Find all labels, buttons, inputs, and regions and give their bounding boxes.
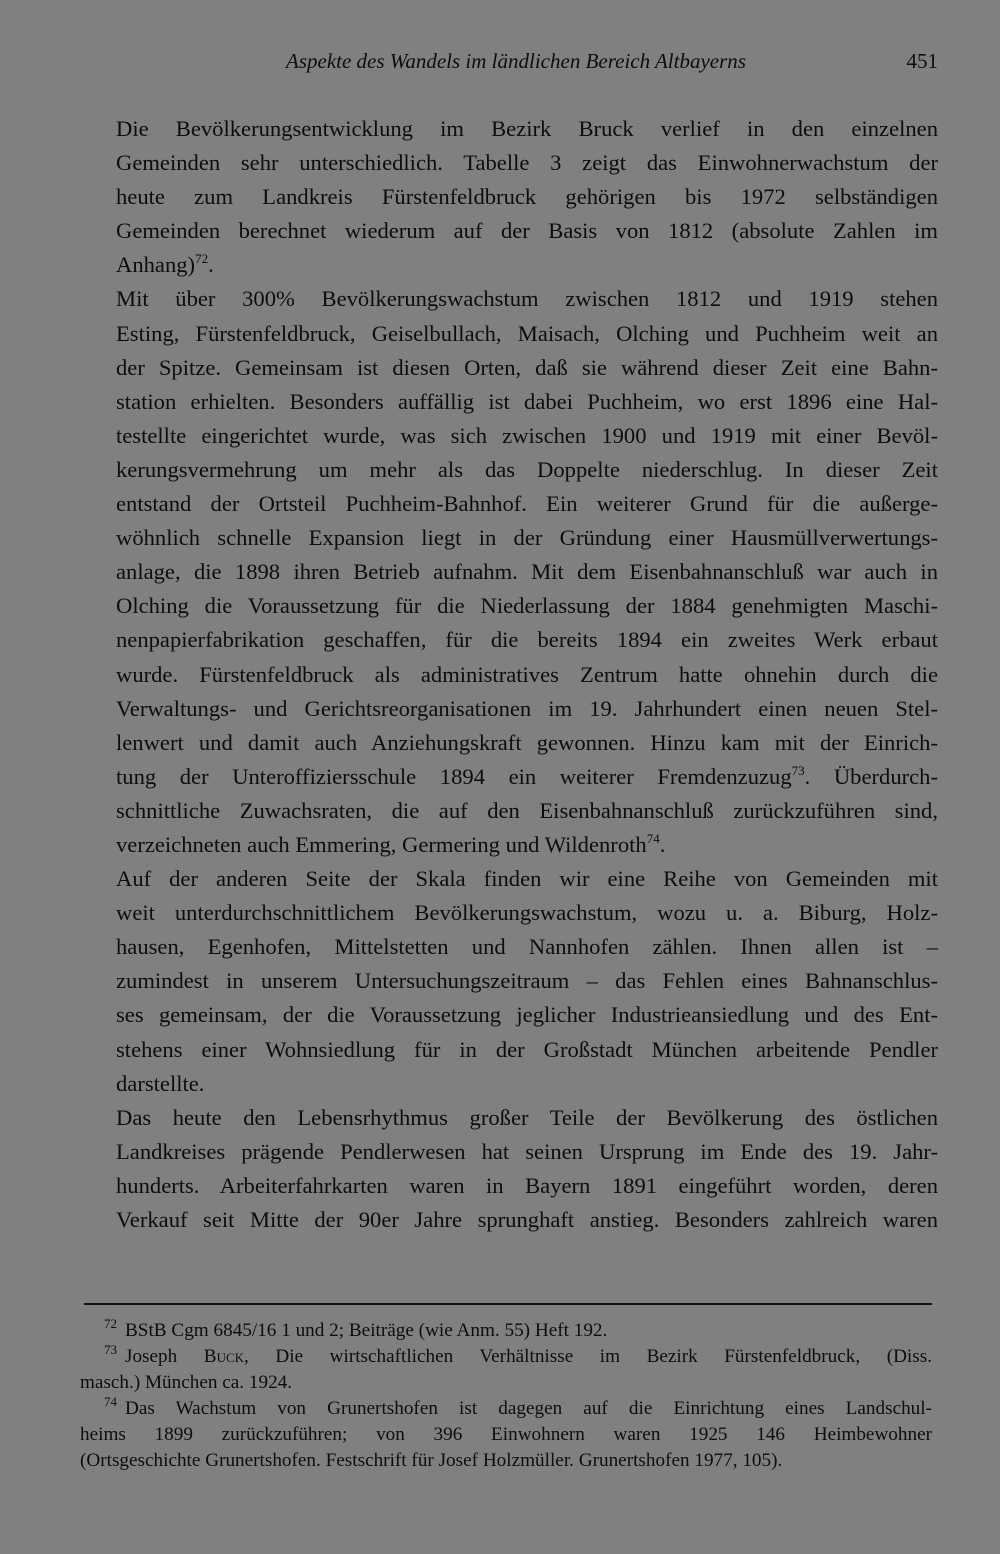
text-fragment: . [208, 252, 214, 278]
paragraph [88, 862, 938, 1101]
footnote-ref: 74 [646, 830, 660, 846]
text-fragment: . Überdurch- [804, 763, 938, 789]
footnotes [80, 1318, 932, 1474]
text-line: zumindest in unserem Untersuchungszeitraum – das Fehlen eines Bahnanschlus- [116, 968, 938, 994]
text-line: Landkreises prägende Pendlerwesen hat seinen Ursprung im Ende des 19. Jahr- [116, 1138, 938, 1164]
footnote-line [80, 1344, 932, 1370]
text-line: hunderts. Arbeiterfahrkarten waren in Bayern 1891 eingeführt worden, deren [116, 1172, 938, 1198]
text-line: station erhielten. Besonders auffällig ist dabei Puchheim, wo erst 1896 eine Hal- [116, 388, 938, 414]
text-line: schnittliche Zuwachsraten, die auf den Eisenbahnanschluß zurückzuführen sind, [116, 797, 938, 823]
text-line: wurde. Fürstenfeldbruck als administratives Zentrum hatte ohnehin durch die [116, 661, 938, 687]
footnote [80, 1344, 932, 1396]
paragraph [88, 1101, 938, 1237]
text-fragment: Joseph [125, 1346, 204, 1367]
text-line [88, 760, 938, 794]
text-line: kerungsvermehrung um mehr als das Doppelte niederschlug. In dieser Zeit [116, 456, 938, 482]
footnote-number: 72 [104, 1316, 117, 1331]
text-line: Gemeinden berechnet wiederum auf der Basis von 1812 (absolute Zahlen im [116, 218, 938, 244]
text-fragment: Das Wachstum von Grunertshofen ist dagegen auf die Einrichtung eines Landschul- [125, 1398, 932, 1419]
text-fragment: . [659, 831, 666, 857]
text-line: Verkauf seit Mitte der 90er Jahre sprunghaft anstieg. Besonders zahlreich waren [116, 1207, 938, 1232]
footnote-line: (Ortsgeschichte Grunertshofen. Festschrift für Josef Holzmüller. Grunertshofen 1977, 105). [80, 1450, 783, 1471]
text-line: ses gemeinsam, der die Voraussetzung jeglicher Industrieansiedlung und des Ent- [116, 1002, 938, 1028]
text-line: heute zum Landkreis Fürstenfeldbruck gehörigen bis 1972 selbständigen [116, 184, 938, 210]
footnote-ref: 72 [195, 251, 209, 267]
footnote-line [80, 1318, 932, 1344]
text-fragment: tung der Unteroffiziersschule 1894 ein weiterer Fremdenzuzug [116, 763, 792, 789]
running-title: Aspekte des Wandels im ländlichen Bereich Altbayerns [286, 49, 746, 73]
text-line: weit unterdurchschnittlichem Bevölkerungswachstum, wozu u. a. Biburg, Holz- [116, 900, 938, 926]
text-line: Mit über 300% Bevölkerungswachstum zwischen 1812 und 1919 stehen [116, 286, 938, 312]
text-line: Auf der anderen Seite der Skala finden wir eine Reihe von Gemeinden mit [116, 866, 938, 892]
paragraph [88, 282, 938, 862]
text-line: lenwert und damit auch Anziehungskraft gewonnen. Hinzu kam mit der Einrich- [116, 729, 938, 755]
page-number: 451 [906, 49, 938, 73]
text-fragment: verzeichneten auch Emmering, Germering und Wildenroth [116, 831, 647, 857]
footnote-line [80, 1396, 932, 1422]
footnote [80, 1396, 932, 1474]
text-line: Das heute den Lebensrhythmus großer Teile der Bevölkerung des östlichen [116, 1104, 938, 1130]
text-line: anlage, die 1898 ihren Betrieb aufnahm. Mit dem Eisenbahnanschluß war auch in [116, 559, 938, 585]
text-line: testellte eingerichtet wurde, was sich zwischen 1900 und 1919 mit einer Bevöl- [116, 422, 938, 448]
text-line: Die Bevölkerungsentwicklung im Bezirk Bruck verlief in den einzelnen [116, 116, 938, 141]
footnote-ref: 73 [791, 762, 805, 778]
paragraph [88, 112, 938, 282]
footnote-number: 74 [104, 1394, 117, 1409]
footnote-line: heims 1899 zurückzuführen; von 396 Einwohnern waren 1925 146 Heimbewohner [80, 1424, 932, 1445]
text-line: wöhnlich schnelle Expansion liegt in der Gründung einer Hausmüllverwertungs- [116, 525, 938, 551]
text-line: nenpapierfabrikation geschaffen, für die bereits 1894 ein zweites Werk erbaut [116, 627, 938, 653]
text-fragment: BStB Cgm 6845/16 1 und 2; Beiträge (wie Anm. 55) Heft 192. [125, 1320, 608, 1341]
footnote [80, 1318, 932, 1344]
text-line: der Spitze. Gemeinsam ist diesen Orten, daß sie während dieser Zeit eine Bahn- [116, 354, 938, 380]
text-line: darstellte. [116, 1070, 205, 1096]
text-line [88, 828, 938, 862]
footnote-number: 73 [104, 1342, 117, 1357]
text-line: Gemeinden sehr unterschiedlich. Tabelle 3 zeigt das Einwohnerwachstum der [116, 150, 938, 176]
text-line: Olching die Voraussetzung für die Niederlassung der 1884 genehmigten Maschi- [116, 593, 938, 619]
text-fragment: Anhang) [116, 252, 196, 278]
text-line: stehens einer Wohnsiedlung für in der Großstadt München arbeitende Pendler [116, 1036, 938, 1062]
footnote-line: masch.) München ca. 1924. [80, 1372, 293, 1393]
text-line: Esting, Fürstenfeldbruck, Geiselbullach, Maisach, Olching und Puchheim weit an [116, 320, 938, 346]
text-fragment: , Die wirtschaftlichen Verhältnisse im Bezirk Fürstenfeldbruck, (Diss. [244, 1346, 932, 1367]
body-text [88, 112, 938, 1237]
author-name: Buck [203, 1346, 245, 1367]
text-line: Verwaltungs- und Gerichtsreorganisationen im 19. Jahrhundert einen neuen Stel- [116, 695, 938, 721]
text-line: entstand der Ortsteil Puchheim-Bahnhof. Ein weiterer Grund für die außerge- [116, 491, 938, 517]
running-header [88, 46, 938, 76]
text-line [88, 248, 938, 282]
text-line: hausen, Egenhofen, Mittelstetten und Nannhofen zählen. Ihnen allen ist – [116, 934, 938, 960]
footnote-separator [84, 1303, 932, 1305]
